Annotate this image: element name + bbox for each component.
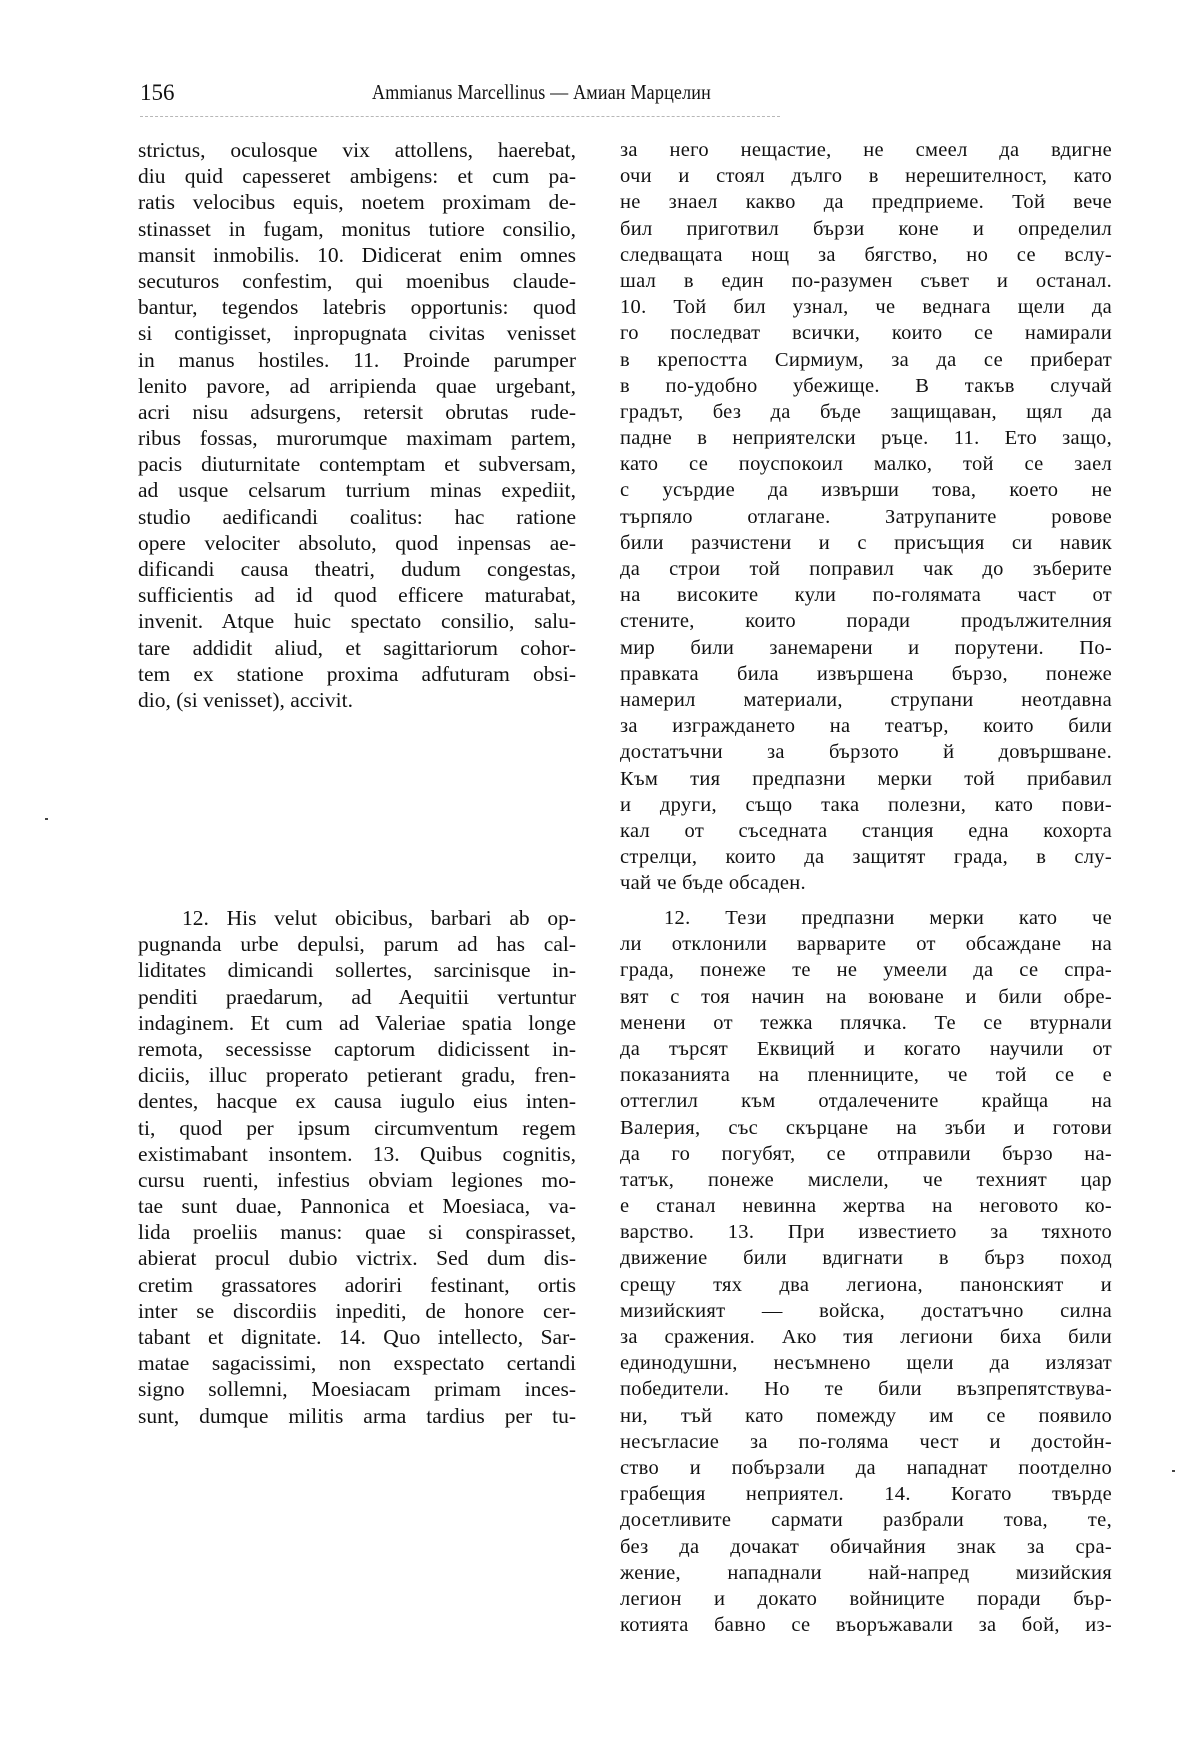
text-line: tabant et dignitate. 14. Quo intellecto, Sar- <box>138 1325 576 1349</box>
text-line: правката била извършена бързо, понеже <box>620 662 1112 685</box>
text-line: sufficientis ad id quod efficere maturabat, <box>138 583 576 608</box>
header-rule <box>140 116 780 117</box>
text-line: жение, нападнали най-напред мизийския <box>620 1561 1112 1584</box>
text-line: tae sunt duae, Pannonica et Moesiaca, va- <box>138 1194 576 1219</box>
text-line: били разчистени и с присъщия си навик <box>620 531 1112 554</box>
text-line: менени от тежка плячка. Те се втурнали <box>620 1011 1112 1034</box>
text-line: стрелци, които да защитят града, в слу- <box>620 846 1112 869</box>
text-line: движение били вдигнати в бърз поход <box>620 1247 1112 1270</box>
scan-speck <box>1172 1470 1175 1472</box>
text-line: мир били занемарени и порутени. По- <box>620 636 1112 659</box>
text-line: penditi praedarum, ad Aequitii vertuntur <box>138 984 576 1009</box>
bulgarian-paragraph-9-11 <box>620 137 1112 896</box>
text-line: diciis, illuc properato petierant gradu, fren- <box>138 1063 576 1088</box>
text-line: indaginem. Et cum ad Valeriae spatia longe <box>138 1010 576 1035</box>
text-line: да търсят Еквиций и когато научили от <box>620 1037 1112 1060</box>
text-line: 10. Той бил узнал, че веднага щели да <box>620 296 1112 319</box>
text-line: показанията на пленниците, че той се е <box>620 1064 1112 1087</box>
text-line: за изграждането на театър, които били <box>620 715 1112 738</box>
text-line: стените, които поради продължителния <box>620 610 1112 633</box>
text-line: татък, понеже мислели, че техният цар <box>620 1168 1112 1191</box>
text-line: invenit. Atque huic spectato consilio, salu- <box>138 609 576 634</box>
text-line: lida proeliis manus: quae si conspirasset, <box>138 1220 576 1245</box>
text-line: срещу тях два легиона, панонският и <box>620 1273 1112 1296</box>
text-line: liditates dimicandi sollertes, sarcinisque in- <box>138 958 576 983</box>
text-line: existimabant insontem. 13. Quibus cognitis, <box>138 1141 576 1166</box>
text-line: secuturos confestim, qui moenibus claude- <box>138 268 576 293</box>
text-line: очи и стоял дълго в нерешителност, като <box>620 165 1112 188</box>
latin-paragraph-12-14 <box>138 905 576 1429</box>
text-line: opere velociter absoluto, quod inpensas ae- <box>138 530 576 555</box>
text-line: signo sollemni, Moesiacam primam inces- <box>138 1377 576 1402</box>
text-line: bantur, tegendos latebris opportunis: quod <box>138 295 576 320</box>
text-line: studio aedificandi coalitus: hac ratione <box>138 504 576 529</box>
text-line: в крепостта Сирмиум, за да се приберат <box>620 348 1112 371</box>
scan-speck <box>45 818 48 820</box>
text-line: да го погубят, се отправили бързо на- <box>620 1142 1112 1165</box>
text-line: tare addidit aliud, et sagittariorum cohor- <box>138 635 576 660</box>
text-line: следващата нощ за бягство, но се вслу- <box>620 243 1112 266</box>
text-line: е станал невинна жертва на неговото ко- <box>620 1195 1112 1218</box>
text-line: ли отклонили варварите от обсаждане на <box>620 933 1112 956</box>
text-line: без да дочакат обичайния знак за сра- <box>620 1535 1112 1558</box>
text-line: намерил материали, струпани неотдавна <box>620 688 1112 711</box>
text-line: грабещия неприятел. 14. Когато твърде <box>620 1483 1112 1506</box>
text-line: градът, без да бъде защищаван, щял да <box>620 400 1112 423</box>
text-line: stinasset in fugam, monitus tutiore consilio, <box>138 216 576 241</box>
text-line: ad usque celsarum turrium minas expediit, <box>138 478 576 503</box>
text-line: sunt, dumque militis arma tardius per tu- <box>138 1403 576 1428</box>
text-line: si contigisset, inpropugnata civitas venisset <box>138 321 576 346</box>
text-line: tem ex statione proxima adfuturam obsi- <box>138 661 576 686</box>
text-line: cursu ruenti, infestius obviam legiones mo- <box>138 1167 576 1192</box>
text-line: ство и побързали да нападнат поотделно <box>620 1456 1112 1479</box>
text-line: 12. His velut obicibus, barbari ab op- <box>182 906 576 930</box>
text-line: да строи той поправил чак до зъберите <box>620 558 1112 580</box>
text-line: победители. Но те били възпрепятствува- <box>620 1378 1112 1401</box>
text-line: вят с тоя начин на воюване и били обре- <box>620 985 1112 1008</box>
bulgarian-paragraph-12-14 <box>620 905 1112 1638</box>
text-line: в по-удобно убежище. В такъв случай <box>620 374 1112 397</box>
text-line: 12. Тези предпазни мерки като че <box>664 907 1112 929</box>
running-title: Ammianus Marcellinus — Амиан Марцелин <box>372 80 711 104</box>
text-line: diu quid capesseret ambigens: et cum pa- <box>138 164 576 189</box>
text-line: не знаел какво да предприеме. Той вече <box>620 191 1112 214</box>
text-line: падне в неприятелски ръце. 11. Ето защо, <box>620 427 1112 450</box>
page-header <box>0 80 1200 110</box>
text-line: dentes, hacque ex causa iugulo eius inten- <box>138 1089 576 1114</box>
text-line: Към тия предпазни мерки той прибавил <box>620 767 1112 790</box>
text-line: за сражения. Ако тия легиони биха били <box>620 1326 1112 1348</box>
text-line: dificandi causa theatri, dudum congestas, <box>138 557 576 581</box>
text-line: шал в един по-разумен съвет и останал. <box>620 269 1112 292</box>
text-line: достатъчни за бързото й довършване. <box>620 741 1112 764</box>
page-number: 156 <box>140 80 175 105</box>
text-line: мизийският — войска, достатъчно силна <box>620 1299 1112 1322</box>
text-line: acri nisu adsurgens, retersit obrutas rude- <box>138 399 576 424</box>
text-line: Валерия, със скърцане на зъби и готови <box>620 1116 1112 1139</box>
text-line: чай че бъде обсаден. <box>620 872 806 895</box>
text-line: единодушни, несъмнено щели да излязат <box>620 1352 1112 1375</box>
text-line: ribus fossas, murorumque maximam partem, <box>138 426 576 451</box>
text-line: mansit inmobilis. 10. Didicerat enim omnes <box>138 242 576 267</box>
text-line: strictus, oculosque vix attollens, haerebat, <box>138 138 576 162</box>
text-line: abierat procul dubio victrix. Sed dum dis- <box>138 1246 576 1271</box>
text-line: ratis velocibus equis, noetem proximam de- <box>138 190 576 215</box>
text-line: легион и докато войниците поради бър- <box>620 1587 1112 1610</box>
text-line: cretim grassatores adoriri festinant, ortis <box>138 1272 576 1297</box>
text-line: с усърдие да извърши това, което не <box>620 479 1112 502</box>
text-line: несъгласие за по-голяма чест и достойн- <box>620 1430 1112 1453</box>
text-line: pacis diuturnitate contemptam et subversam, <box>138 452 576 477</box>
text-line: и други, също така полезни, като пови- <box>620 793 1112 816</box>
text-line: на високите кули по-голямата част от <box>620 584 1112 607</box>
text-line: matae sagacissimi, non exspectato certandi <box>138 1351 576 1376</box>
text-line: кал от съседната станция една кохорта <box>620 819 1112 842</box>
text-line: lenito pavore, ad arripienda quae urgebant, <box>138 373 576 398</box>
text-line: бил приготвил бързи коне и определил <box>620 217 1112 240</box>
text-line: inter se discordiis inpediti, de honore cer- <box>138 1298 576 1323</box>
text-line: оттеглил към отдалечените крайща на <box>620 1090 1112 1113</box>
text-line: като се поуспокоил малко, той се заел <box>620 453 1112 476</box>
text-line: града, понеже те не умеели да се спра- <box>620 959 1112 982</box>
text-line: dio, (si venisset), accivit. <box>138 687 353 712</box>
text-line: in manus hostiles. 11. Proinde parumper <box>138 347 576 372</box>
text-line: ti, quod per ipsum circumventum regem <box>138 1115 576 1140</box>
text-line: pugnanda urbe depulsi, parum ad has cal- <box>138 932 576 957</box>
text-line: за него нещастие, не смеел да вдигне <box>620 139 1112 161</box>
text-line: котията бавно се въоръжавали за бой, из- <box>620 1614 1112 1637</box>
text-line: търпяло отлагане. Затрупаните ровове <box>620 505 1112 528</box>
text-line: го последват всички, които се намирали <box>620 322 1112 345</box>
text-line: варство. 13. При известието за тяхното <box>620 1221 1112 1244</box>
latin-paragraph-9-11 <box>138 137 576 713</box>
text-line: досетливите сармати разбрали това, те, <box>620 1509 1112 1532</box>
text-line: remota, secessisse captorum didicissent in- <box>138 1036 576 1061</box>
text-line: ни, тъй като помежду им се появило <box>620 1404 1112 1427</box>
